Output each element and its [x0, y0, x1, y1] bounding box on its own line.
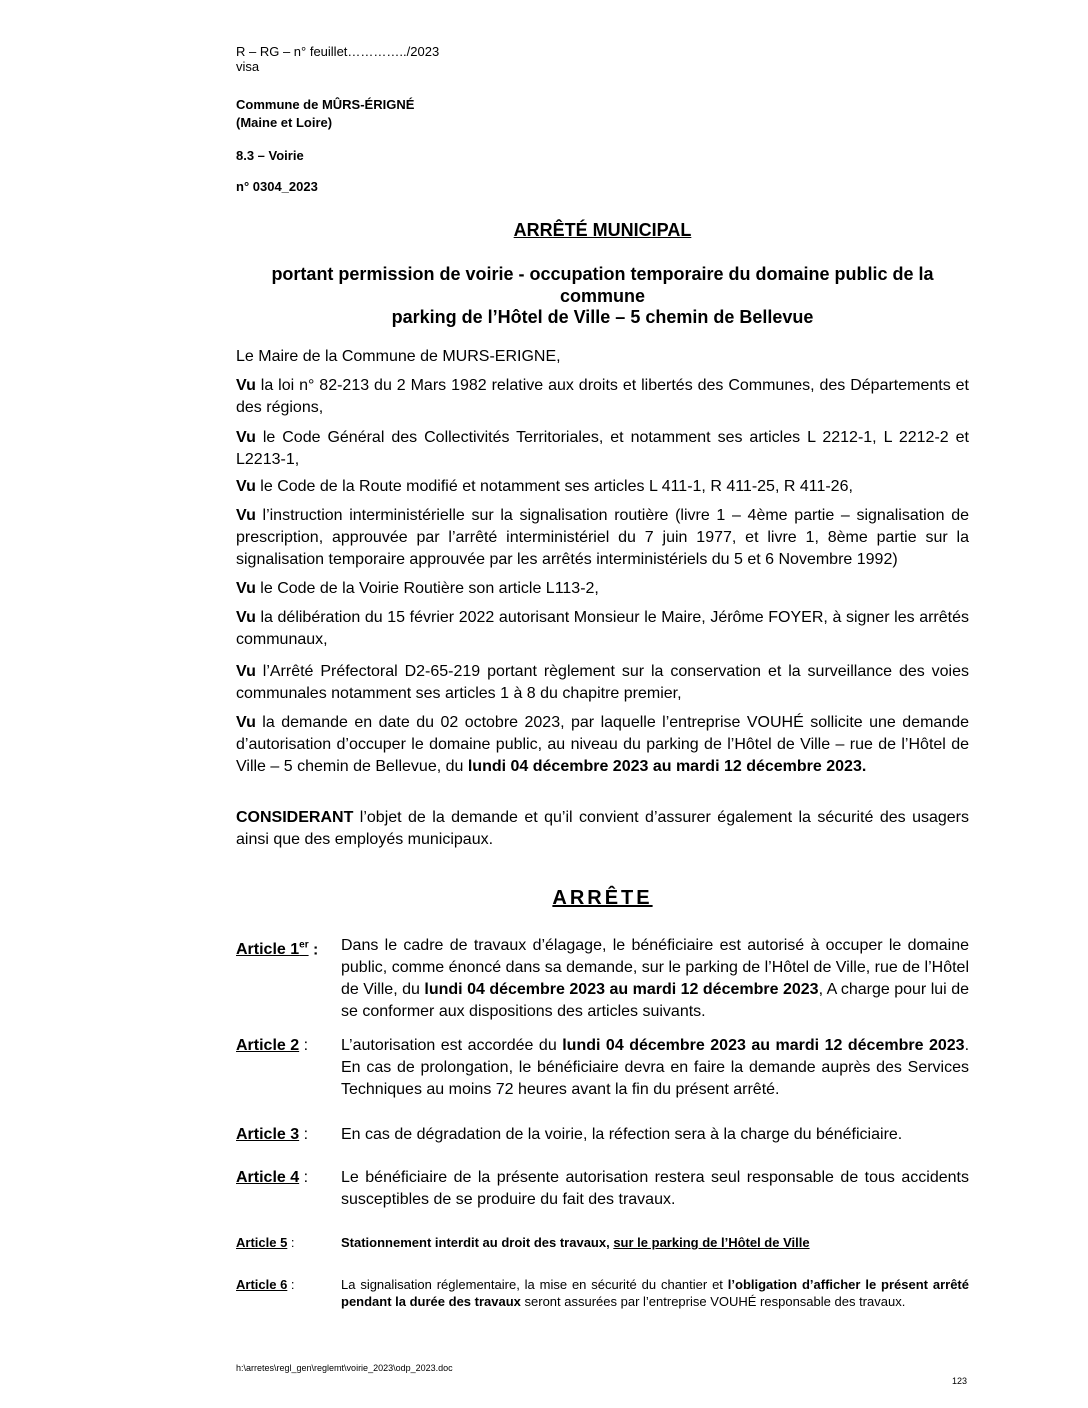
vu-paragraph-2: Vu le Code Général des Collectivités Territoriales, et notamment ses articles L 2212-1, L 2212-2 et L2213-1, — [236, 429, 969, 468]
article-2-label: Article 2 : — [236, 1037, 309, 1054]
category-label: 8.3 – Voirie — [236, 148, 304, 163]
article-5-label: Article 5 : — [236, 1235, 295, 1250]
subtitle-line-1: portant permission de voirie - occupation temporaire du domaine public de la — [271, 264, 934, 284]
article-3-label: Article 3 : — [236, 1126, 309, 1143]
decree-number: n° 0304_2023 — [236, 179, 318, 194]
article-4-text: Le bénéficiaire de la présente autorisation restera seul responsable de tous accidents susceptibles de se produire du fait des travaux. — [341, 1169, 969, 1208]
document-title: ARRÊTÉ MUNICIPAL — [513, 220, 692, 240]
article-5-text: Stationnement interdit au droit des travaux, sur le parking de l’Hôtel de Ville — [341, 1235, 810, 1250]
article-6-text: La signalisation réglementaire, la mise en sécurité du chantier et l’obligation d’afficher le présent arrêté pendant la durée des travaux seront assurées par l’entreprise VOUHÉ responsable des travaux. — [341, 1277, 969, 1309]
arrete-heading: ARRÊTE — [552, 887, 653, 909]
vu-paragraph-4: Vu l’instruction interministérielle sur la signalisation routière (livre 1 – 4ème partie – signalisation de prescription, approuvée par l’arrêté interministériel du 7 juin 1977, et livre 1, 8ème partie sur la signalisation temporaire approuvée par les arrêtés interministériels du 5 et 6 Novembre 1992) — [236, 507, 969, 568]
article-4-label: Article 4 : — [236, 1169, 309, 1186]
considerant-paragraph: CONSIDERANT l’objet de la demande et qu’il convient d’assurer également la sécurité des usagers ainsi que des employés municipaux. — [236, 809, 969, 848]
vu-paragraph-8: Vu la demande en date du 02 octobre 2023, par laquelle l’entreprise VOUHÉ sollicite une demande d’autorisation d’occuper le domaine public, au niveau du parking de l’Hôtel de Ville – rue de l’Hôtel de Ville – 5 chemin de Bellevue, du lundi 04 décembre 2023 au mardi 12 décembre 2023. — [236, 714, 969, 775]
department-name: (Maine et Loire) — [236, 115, 333, 130]
vu-paragraph-7: Vu l’Arrêté Préfectoral D2-65-219 portant règlement sur la conservation et la surveillance des voies communales notamment ses articles 1 à 8 du chapitre premier, — [236, 663, 969, 702]
vu-paragraph-6: Vu la délibération du 15 février 2022 autorisant Monsieur le Maire, Jérôme FOYER, à signer les arrêtés communaux, — [236, 609, 969, 648]
reference-line: R – RG – n° feuillet…………../2023 — [236, 44, 440, 59]
article-2-text: L’autorisation est accordée du lundi 04 décembre 2023 au mardi 12 décembre 2023. En cas de prolongation, le bénéficiaire devra en faire la demande auprès des Services Techniques au moins 72 heures avant la fin du présent arrêté. — [341, 1037, 970, 1098]
article-1-text: Dans le cadre de travaux d’élagage, le bénéficiaire est autorisé à occuper le domaine public, comme énoncé dans sa demande, sur le parking de l’Hôtel de Ville, rue de l’Hôtel de Ville, du lundi 04 décembre 2023 au mardi 12 décembre 2023, A charge pour lui de se conformer aux dispositions des articles suivants. — [341, 937, 970, 1020]
vu-paragraph-5: Vu le Code de la Voirie Routière son article L113-2, — [236, 580, 599, 597]
article-1-label: Article 1er : — [236, 940, 319, 959]
commune-name: Commune de MÛRS-ÉRIGNÉ — [236, 97, 415, 112]
subtitle-line-2: commune — [559, 286, 646, 306]
visa-label: visa — [236, 59, 260, 74]
article-6-label: Article 6 : — [236, 1277, 295, 1292]
subtitle-line-3: parking de l’Hôtel de Ville – 5 chemin de Bellevue — [391, 307, 814, 327]
page-number: 123 — [952, 1376, 968, 1386]
vu-paragraph-3: Vu le Code de la Route modifié et notamment ses articles L 411-1, R 411-25, R 411-26, — [236, 478, 853, 495]
vu-paragraph-1: Vu la loi n° 82-213 du 2 Mars 1982 relative aux droits et libertés des Communes, des Départements et des régions, — [236, 377, 969, 416]
file-path: h:\arretes\regl_gen\reglemt\voirie_2023\odp_2023.doc — [236, 1363, 453, 1373]
intro-paragraph: Le Maire de la Commune de MURS-ERIGNE, — [236, 348, 561, 365]
article-3-text: En cas de dégradation de la voirie, la réfection sera à la charge du bénéficiaire. — [341, 1126, 903, 1143]
